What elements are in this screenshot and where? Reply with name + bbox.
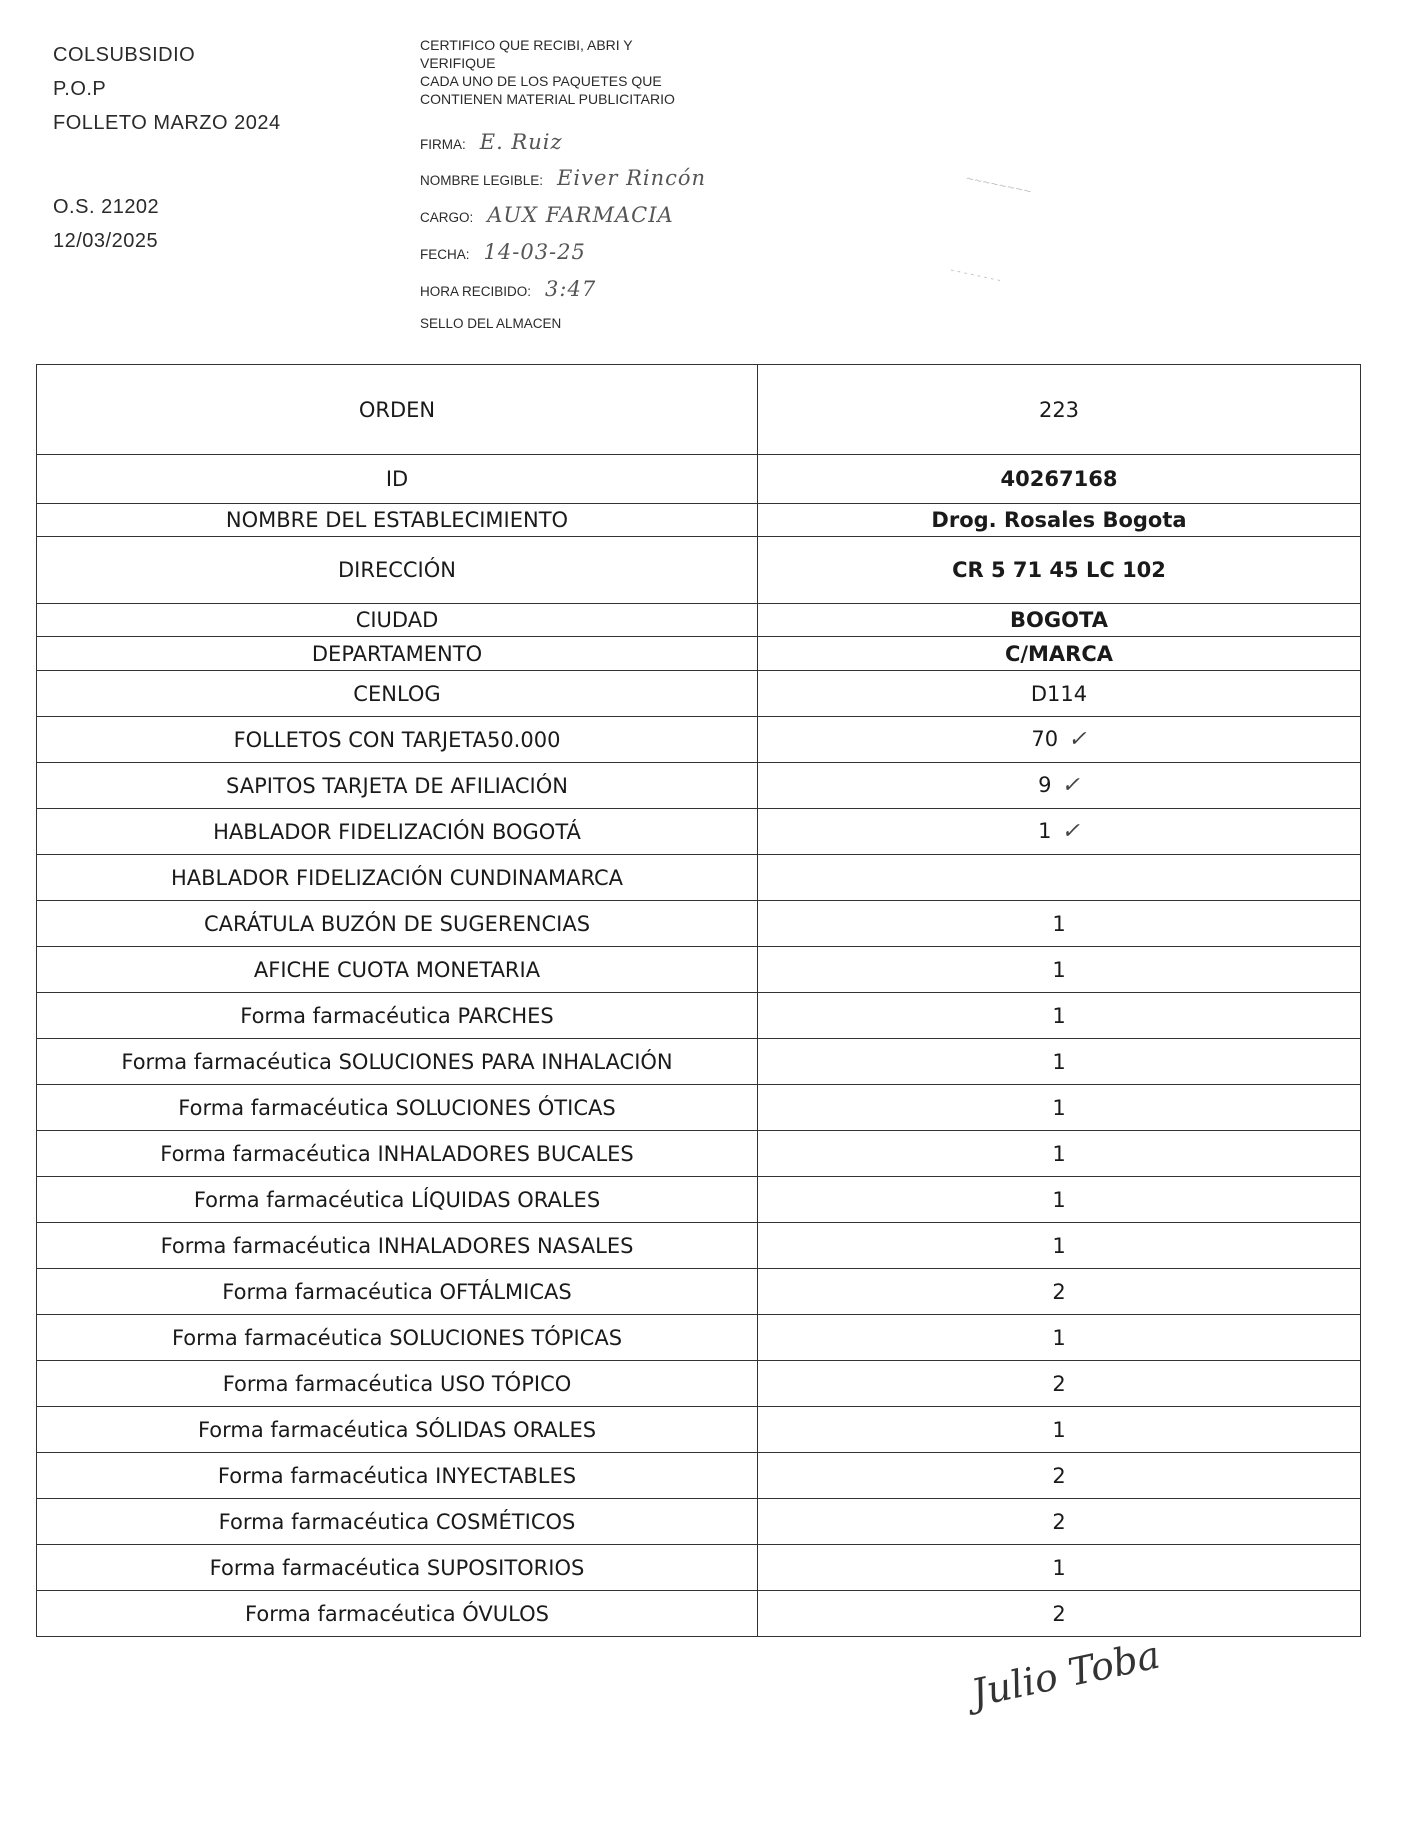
handwritten-value: E. Ruiz bbox=[479, 130, 563, 154]
table-row bbox=[37, 1591, 1361, 1637]
value-text: 1 bbox=[1052, 1187, 1066, 1212]
value-text: 40267168 bbox=[1000, 467, 1118, 491]
row-value bbox=[758, 504, 1361, 537]
value-text: 9 bbox=[1038, 773, 1052, 797]
row-value bbox=[758, 1223, 1361, 1269]
value-text: 1 bbox=[1052, 1555, 1066, 1580]
faint-stamp-mark: ~~~~~~~~ bbox=[964, 173, 1033, 198]
row-label: CARÁTULA BUZÓN DE SUGERENCIAS bbox=[37, 901, 758, 947]
table-row bbox=[37, 947, 1361, 993]
row-label: ORDEN bbox=[37, 365, 758, 455]
table-row bbox=[37, 717, 1361, 763]
value-text: 1 bbox=[1052, 1233, 1066, 1258]
table-row bbox=[37, 504, 1361, 537]
value-text: 223 bbox=[1038, 397, 1080, 422]
row-label: Forma farmacéutica SOLUCIONES ÓTICAS bbox=[37, 1085, 758, 1131]
row-value bbox=[758, 717, 1361, 763]
handwritten-value: Eiver Rincón bbox=[557, 166, 707, 190]
value-text: 2 bbox=[1052, 1463, 1066, 1488]
row-label: HABLADOR FIDELIZACIÓN BOGOTÁ bbox=[37, 809, 758, 855]
row-value bbox=[758, 1453, 1361, 1499]
row-value bbox=[758, 947, 1361, 993]
handwritten-check-mark: ✓ bbox=[1061, 773, 1080, 798]
row-value bbox=[758, 1499, 1361, 1545]
value-text: 2 bbox=[1052, 1601, 1066, 1626]
value-text: 1 bbox=[1052, 957, 1066, 982]
table-row bbox=[37, 993, 1361, 1039]
table-row bbox=[37, 637, 1361, 671]
row-label: DEPARTAMENTO bbox=[37, 637, 758, 671]
date-field bbox=[420, 240, 586, 264]
row-value bbox=[758, 604, 1361, 637]
row-value bbox=[758, 855, 1361, 901]
table-row bbox=[37, 1361, 1361, 1407]
row-value bbox=[758, 763, 1361, 809]
row-value bbox=[758, 1315, 1361, 1361]
row-value bbox=[758, 993, 1361, 1039]
time-received-field bbox=[420, 277, 596, 301]
row-label: Forma farmacéutica USO TÓPICO bbox=[37, 1361, 758, 1407]
value-text: 1 bbox=[1038, 819, 1052, 843]
table-row bbox=[37, 901, 1361, 947]
table-row bbox=[37, 604, 1361, 637]
row-value bbox=[758, 1361, 1361, 1407]
row-value bbox=[758, 1085, 1361, 1131]
service-order-number: O.S. 21202 bbox=[53, 196, 160, 218]
legible-name-field bbox=[420, 166, 706, 190]
value-text: BOGOTA bbox=[1010, 608, 1108, 632]
value-text: C/MARCA bbox=[1004, 641, 1114, 666]
table-row bbox=[37, 455, 1361, 504]
row-label: Forma farmacéutica SÓLIDAS ORALES bbox=[37, 1407, 758, 1453]
handwritten-check-mark: ✓ bbox=[1068, 727, 1087, 752]
value-text: 1 bbox=[1052, 1095, 1066, 1120]
row-label: AFICHE CUOTA MONETARIA bbox=[37, 947, 758, 993]
value-text: D114 bbox=[1030, 681, 1088, 706]
position-field bbox=[420, 203, 674, 227]
row-label: ID bbox=[37, 455, 758, 504]
field-label: NOMBRE LEGIBLE: bbox=[420, 173, 544, 188]
field-label: FECHA: bbox=[420, 247, 470, 262]
handwritten-value: 14-03-25 bbox=[483, 240, 586, 264]
handwritten-signature: Julio Toba bbox=[967, 1632, 1164, 1716]
row-label: Forma farmacéutica PARCHES bbox=[37, 993, 758, 1039]
row-value bbox=[758, 1039, 1361, 1085]
row-value bbox=[758, 1177, 1361, 1223]
row-value bbox=[758, 809, 1361, 855]
table-row bbox=[37, 671, 1361, 717]
company-name: COLSUBSIDIO bbox=[53, 44, 196, 66]
table-row bbox=[37, 1177, 1361, 1223]
table-row bbox=[37, 365, 1361, 455]
order-date: 12/03/2025 bbox=[53, 230, 159, 252]
field-label: HORA RECIBIDO: bbox=[420, 284, 532, 299]
row-label: Forma farmacéutica SOLUCIONES TÓPICAS bbox=[37, 1315, 758, 1361]
table-row bbox=[37, 1223, 1361, 1269]
row-value bbox=[758, 365, 1361, 455]
faint-stamp-mark: - - - - - - - - bbox=[949, 264, 1002, 287]
row-label: FOLLETOS CON TARJETA50.000 bbox=[37, 717, 758, 763]
row-value bbox=[758, 1269, 1361, 1315]
field-label: SELLO DEL ALMACEN bbox=[420, 316, 562, 331]
handwritten-value: AUX FARMACIA bbox=[487, 203, 674, 227]
table-row bbox=[37, 763, 1361, 809]
row-label: CENLOG bbox=[37, 671, 758, 717]
certification-line: CERTIFICO QUE RECIBI, ABRI Y bbox=[420, 37, 633, 53]
value-text: 1 bbox=[1052, 1003, 1066, 1028]
row-label: Forma farmacéutica LÍQUIDAS ORALES bbox=[37, 1177, 758, 1223]
row-value bbox=[758, 1545, 1361, 1591]
row-value bbox=[758, 637, 1361, 671]
campaign-title: FOLLETO MARZO 2024 bbox=[53, 112, 281, 134]
value-text: 1 bbox=[1052, 1141, 1066, 1166]
row-label: Forma farmacéutica COSMÉTICOS bbox=[37, 1499, 758, 1545]
field-label: FIRMA: bbox=[420, 137, 466, 152]
row-label: HABLADOR FIDELIZACIÓN CUNDINAMARCA bbox=[37, 855, 758, 901]
row-label: CIUDAD bbox=[37, 604, 758, 637]
signature-field bbox=[420, 130, 563, 154]
table-row bbox=[37, 1269, 1361, 1315]
table-row bbox=[37, 1453, 1361, 1499]
warehouse-stamp-field bbox=[420, 316, 561, 331]
value-text: 1 bbox=[1052, 1325, 1066, 1350]
table-row bbox=[37, 1499, 1361, 1545]
value-text: 2 bbox=[1052, 1279, 1066, 1304]
row-label: Forma farmacéutica INHALADORES BUCALES bbox=[37, 1131, 758, 1177]
value-text: 2 bbox=[1052, 1509, 1066, 1534]
certification-line: CADA UNO DE LOS PAQUETES QUE bbox=[420, 73, 662, 89]
row-label: Forma farmacéutica SOLUCIONES PARA INHALACIÓN bbox=[37, 1039, 758, 1085]
value-text: 1 bbox=[1052, 911, 1066, 936]
row-label: DIRECCIÓN bbox=[37, 537, 758, 604]
table-row bbox=[37, 1131, 1361, 1177]
value-text: 1 bbox=[1052, 1417, 1066, 1442]
value-text: Drog. Rosales Bogota bbox=[931, 508, 1187, 532]
table-row bbox=[37, 809, 1361, 855]
row-value bbox=[758, 1131, 1361, 1177]
materials-table bbox=[36, 364, 1361, 1637]
row-value bbox=[758, 1591, 1361, 1637]
handwritten-value: 3:47 bbox=[545, 277, 597, 301]
row-value bbox=[758, 671, 1361, 717]
certification-line: CONTIENEN MATERIAL PUBLICITARIO bbox=[420, 91, 675, 107]
material-type: P.O.P bbox=[53, 78, 107, 100]
table-row bbox=[37, 1039, 1361, 1085]
row-label: Forma farmacéutica ÓVULOS bbox=[37, 1591, 758, 1637]
row-label: SAPITOS TARJETA DE AFILIACIÓN bbox=[37, 763, 758, 809]
certification-line: VERIFIQUE bbox=[420, 55, 496, 71]
row-label: NOMBRE DEL ESTABLECIMIENTO bbox=[37, 504, 758, 537]
value-text: 1 bbox=[1052, 1049, 1066, 1074]
row-label: Forma farmacéutica INYECTABLES bbox=[37, 1453, 758, 1499]
row-value bbox=[758, 537, 1361, 604]
row-label: Forma farmacéutica OFTÁLMICAS bbox=[37, 1269, 758, 1315]
row-label: Forma farmacéutica SUPOSITORIOS bbox=[37, 1545, 758, 1591]
table-row bbox=[37, 1407, 1361, 1453]
table-row bbox=[37, 855, 1361, 901]
table-row bbox=[37, 1315, 1361, 1361]
row-value bbox=[758, 455, 1361, 504]
table-row bbox=[37, 1545, 1361, 1591]
row-label: Forma farmacéutica INHALADORES NASALES bbox=[37, 1223, 758, 1269]
row-value bbox=[758, 1407, 1361, 1453]
header-left-block bbox=[53, 38, 281, 258]
table-row bbox=[37, 537, 1361, 604]
value-text: 70 bbox=[1031, 727, 1059, 751]
value-text: 2 bbox=[1052, 1371, 1066, 1396]
value-text: CR 5 71 45 LC 102 bbox=[952, 558, 1166, 582]
field-label: CARGO: bbox=[420, 210, 474, 225]
certification-statement bbox=[420, 36, 780, 108]
table-row bbox=[37, 1085, 1361, 1131]
row-value bbox=[758, 901, 1361, 947]
handwritten-check-mark: ✓ bbox=[1061, 819, 1080, 844]
